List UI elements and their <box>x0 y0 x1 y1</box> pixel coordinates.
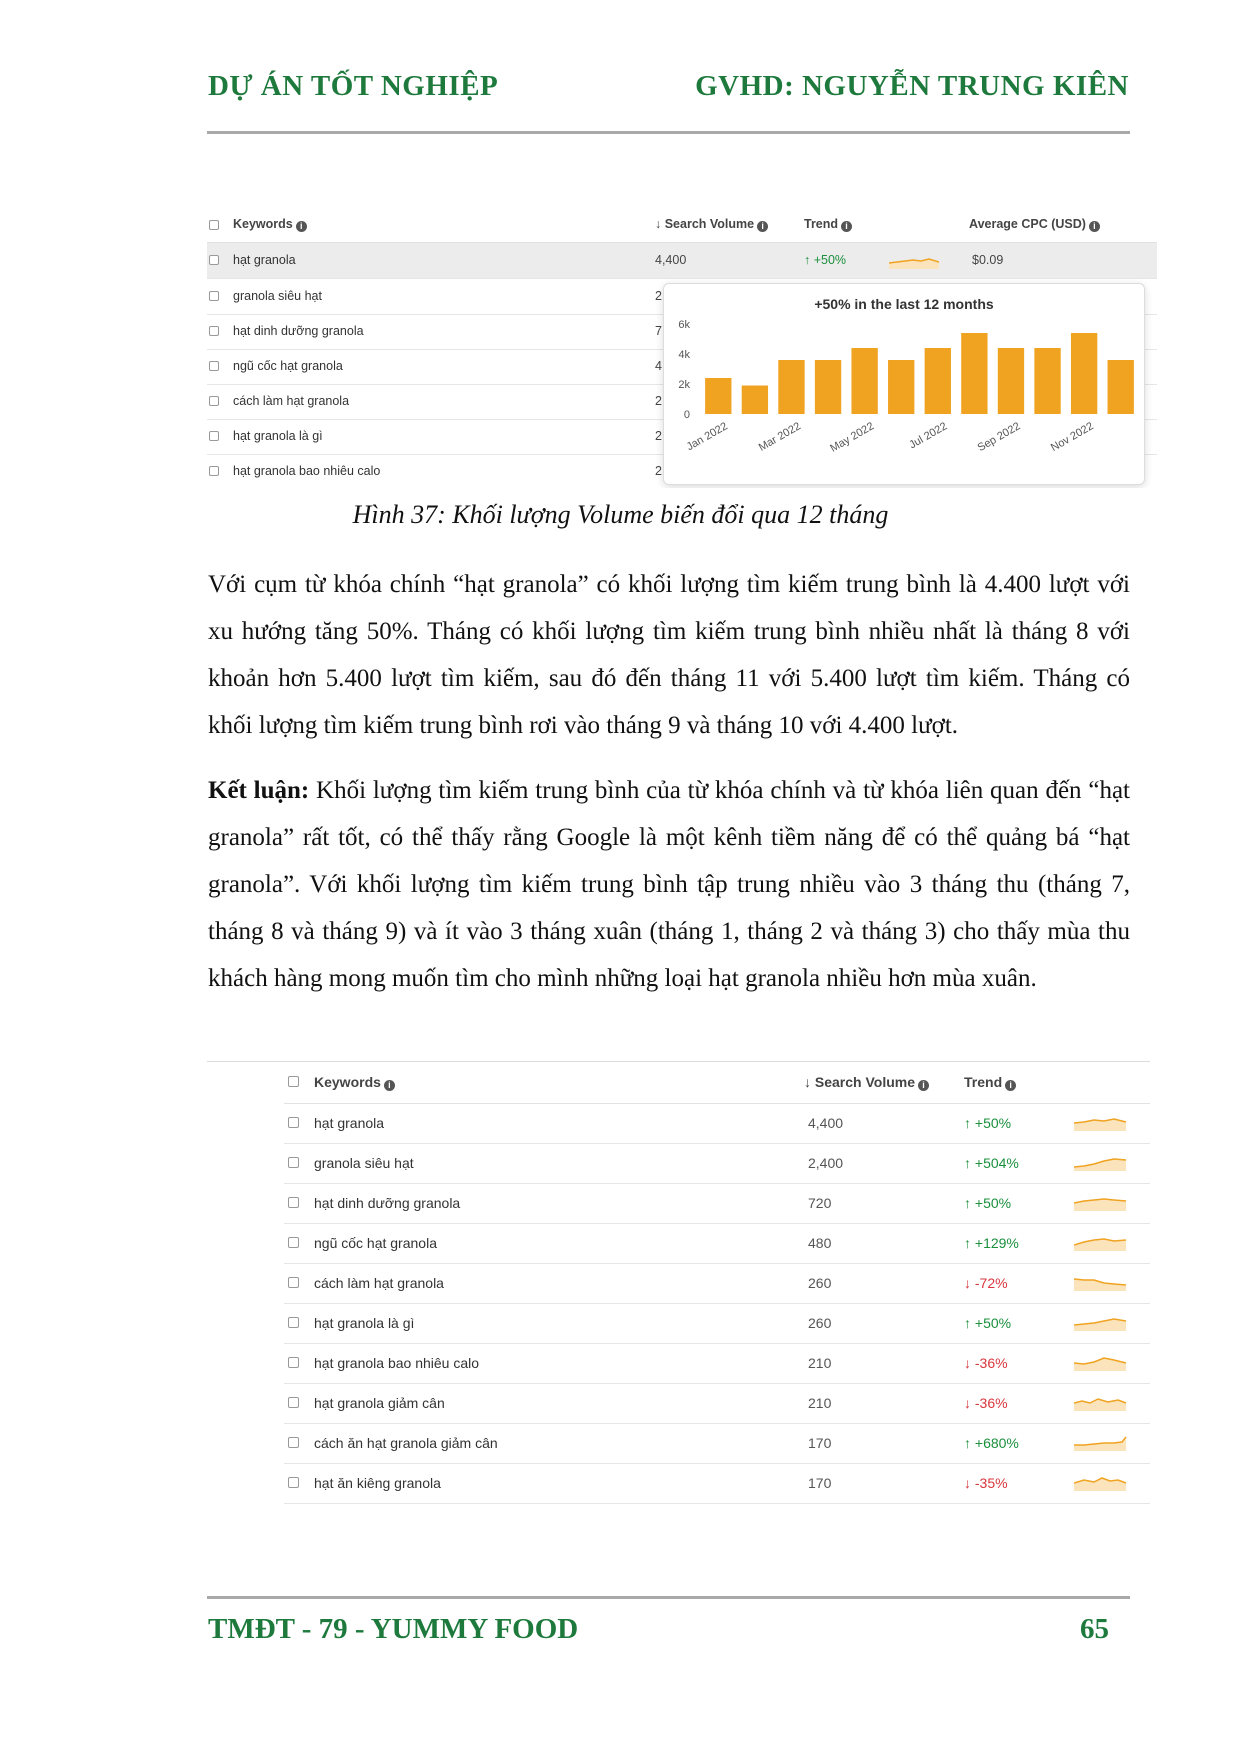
conclusion-label: Kết luận: <box>208 777 310 804</box>
trend-cell: ↑ +50% <box>964 1195 1012 1211</box>
volume-cell: 260 <box>808 1275 832 1291</box>
keyword-cell[interactable]: hạt granola bao nhiêu calo <box>233 464 381 478</box>
table-row[interactable] <box>284 1383 1150 1424</box>
info-icon: i <box>841 221 852 232</box>
col-average-cpc[interactable]: Average CPC (USD) i <box>969 217 1100 232</box>
trend-sparkline <box>889 251 939 269</box>
bar-mar-2022[interactable] <box>778 360 804 414</box>
x-tick-label: Mar 2022 <box>756 420 803 454</box>
figure-caption: Hình 37: Khối lượng Volume biến đổi qua 12 tháng <box>352 500 889 529</box>
header-project-title: DỰ ÁN TỐT NGHIỆP <box>208 70 499 102</box>
table-row[interactable] <box>284 1303 1150 1344</box>
keyword-cell[interactable]: granola siêu hạt <box>233 289 322 303</box>
cpc-cell: $0.09 <box>972 253 1004 267</box>
x-tick-label: Jan 2022 <box>684 420 730 454</box>
info-icon: i <box>757 221 768 232</box>
trend-cell: ↑ +50% <box>804 253 847 267</box>
keyword-cell[interactable]: ngũ cốc hạt granola <box>233 359 343 373</box>
row-checkbox[interactable] <box>288 1197 299 1208</box>
trend-cell: ↓ -35% <box>964 1475 1008 1491</box>
row-checkbox[interactable] <box>288 1277 299 1288</box>
trend-sparkline <box>1074 1271 1128 1291</box>
page-number: 65 <box>1080 1613 1109 1645</box>
volume-cell: 4 <box>655 359 662 373</box>
table2-header <box>284 1061 1150 1104</box>
keyword-cell[interactable]: hạt granola <box>233 253 296 267</box>
volume-cell: 4,400 <box>808 1115 844 1131</box>
x-tick-label: May 2022 <box>828 420 877 455</box>
keyword-cell[interactable]: hạt granola <box>314 1115 385 1131</box>
table-row[interactable] <box>284 1183 1150 1224</box>
bar-jul-2022[interactable] <box>925 348 951 414</box>
trend-cell: ↑ +680% <box>964 1435 1019 1451</box>
conclusion-text: Khối lượng tìm kiếm trung bình của từ khóa chính và từ khóa liên quan đến “hạt granola” rất tốt, có thể thấy rằng Google là một kênh tiềm năng để có thể quảng bá “hạt granola”. Với khối lượng tìm kiếm trung bình tập trung nhiều vào 3 tháng thu (tháng 7, tháng 8 và tháng 9) và ít vào 3 tháng xuân (tháng 1, tháng 2 và tháng 3) cho thấy mùa thu khách hàng mong muốn tìm cho mình những loại hạt granola nhiều hơn mùa xuân. <box>208 777 1130 992</box>
table-row[interactable] <box>284 1463 1150 1504</box>
trend-cell: ↑ +50% <box>964 1315 1012 1331</box>
trend-sparkline <box>1074 1471 1128 1491</box>
keyword-screenshot-1 <box>207 206 1157 488</box>
trend-cell: ↓ -72% <box>964 1275 1008 1291</box>
volume-cell: 2 <box>655 394 662 408</box>
trend-cell: ↑ +129% <box>964 1235 1019 1251</box>
col-keywords[interactable]: Keywords i <box>233 217 307 232</box>
col-keywords[interactable]: Keywords i <box>314 1074 395 1091</box>
trend-cell: ↓ -36% <box>964 1395 1008 1411</box>
volume-cell: 170 <box>808 1435 832 1451</box>
volume-cell: 4,400 <box>655 253 687 267</box>
volume-cell: 170 <box>808 1475 832 1491</box>
row-checkbox[interactable] <box>288 1397 299 1408</box>
table-row[interactable] <box>284 1223 1150 1264</box>
bar-sep-2022[interactable] <box>998 348 1024 414</box>
row-checkbox[interactable] <box>288 1357 299 1368</box>
row-checkbox[interactable] <box>209 361 219 371</box>
trend-sparkline <box>1074 1191 1128 1211</box>
volume-cell: 480 <box>808 1235 832 1251</box>
keyword-cell[interactable]: hạt dinh dưỡng granola <box>314 1195 461 1211</box>
volume-cell: 210 <box>808 1355 832 1371</box>
bar-dec-2022[interactable] <box>1108 360 1134 414</box>
header-divider <box>207 131 1130 134</box>
table-row[interactable] <box>284 1423 1150 1464</box>
row-checkbox[interactable] <box>209 431 219 441</box>
volume-cell: 2 <box>655 289 662 303</box>
row-checkbox[interactable] <box>209 255 219 265</box>
row-checkbox[interactable] <box>288 1117 299 1128</box>
header-supervisor: GVHD: NGUYỄN TRUNG KIÊN <box>695 70 1129 102</box>
paragraph-analysis: Với cụm từ khóa chính “hạt granola” có khối lượng tìm kiếm trung bình là 4.400 lượt với xu hướng tăng 50%. Tháng có khối lượng tìm kiếm trung bình nhiều nhất là tháng 8 với khoản hơn 5.400 lượt tìm kiếm, sau đó đến tháng 11 với 5.400 lượt tìm kiếm. Tháng có khối lượng tìm kiếm trung bình rơi vào tháng 9 và tháng 10 với 4.400 lượt. <box>208 571 1130 739</box>
table-row[interactable] <box>284 1343 1150 1384</box>
keyword-cell[interactable]: cách làm hạt granola <box>314 1275 444 1291</box>
info-icon: i <box>296 221 307 232</box>
table-row[interactable] <box>284 1103 1150 1144</box>
col-trend[interactable]: Trend i <box>804 217 852 232</box>
bar-nov-2022[interactable] <box>1071 333 1097 414</box>
x-tick-label: Jul 2022 <box>907 420 950 452</box>
keyword-cell[interactable]: hạt granola giảm cân <box>314 1395 445 1411</box>
keyword-cell[interactable]: cách ăn hạt granola giảm cân <box>314 1435 498 1451</box>
monthly-volume-bar-chart <box>664 284 1144 484</box>
row-checkbox[interactable] <box>209 326 219 336</box>
chart-title: +50% in the last 12 months <box>814 296 994 312</box>
bar-may-2022[interactable] <box>851 348 877 414</box>
volume-cell: 260 <box>808 1315 832 1331</box>
keyword-cell[interactable]: hạt granola là gì <box>233 429 323 443</box>
info-icon: i <box>1089 221 1100 232</box>
row-checkbox[interactable] <box>209 396 219 406</box>
trend-sparkline <box>1074 1431 1128 1451</box>
volume-cell: 720 <box>808 1195 832 1211</box>
bar-apr-2022[interactable] <box>815 360 841 414</box>
table-row[interactable] <box>284 1263 1150 1304</box>
trend-sparkline <box>1074 1151 1128 1171</box>
volume-cell: 2,400 <box>808 1155 844 1171</box>
y-tick-label: 2k <box>678 379 690 391</box>
col-search-volume[interactable]: ↓ Search Volume i <box>655 217 768 232</box>
bar-jun-2022[interactable] <box>888 360 914 414</box>
trend-sparkline <box>1074 1311 1128 1331</box>
bar-aug-2022[interactable] <box>961 333 987 414</box>
footer-divider <box>207 1596 1130 1599</box>
row-checkbox[interactable] <box>209 291 219 301</box>
info-icon: i <box>384 1080 395 1091</box>
select-all-checkbox[interactable] <box>209 220 219 230</box>
volume-cell: 2 <box>655 429 662 443</box>
info-icon: i <box>1005 1080 1016 1091</box>
trend-sparkline <box>1074 1351 1128 1371</box>
paragraph-conclusion <box>208 767 1130 1002</box>
info-icon: i <box>918 1080 929 1091</box>
keyword-cell[interactable]: cách làm hạt granola <box>233 394 350 408</box>
keyword-cell[interactable]: hạt dinh dưỡng granola <box>233 324 364 338</box>
table1-header <box>207 206 1157 243</box>
volume-cell: 210 <box>808 1395 832 1411</box>
y-tick-label: 6k <box>678 319 690 331</box>
trend-cell: ↓ -36% <box>964 1355 1008 1371</box>
trend-sparkline <box>1074 1391 1128 1411</box>
x-tick-label: Nov 2022 <box>1048 420 1096 455</box>
keyword-cell[interactable]: hạt ăn kiêng granola <box>314 1475 441 1491</box>
volume-cell: 7 <box>655 324 662 338</box>
footer-project-name: TMĐT - 79 - YUMMY FOOD <box>208 1613 579 1645</box>
y-tick-label: 0 <box>683 409 690 421</box>
y-tick-label: 4k <box>678 349 690 361</box>
keyword-screenshot-2 <box>207 1061 1150 1521</box>
keyword-cell[interactable]: ngũ cốc hạt granola <box>314 1235 437 1251</box>
table-row[interactable] <box>207 243 1157 279</box>
row-checkbox[interactable] <box>209 466 219 476</box>
col-trend[interactable]: Trend i <box>964 1074 1016 1091</box>
row-checkbox[interactable] <box>288 1237 299 1248</box>
bar-oct-2022[interactable] <box>1034 348 1060 414</box>
trend-sparkline <box>1074 1111 1128 1131</box>
row-checkbox[interactable] <box>288 1157 299 1168</box>
table-row[interactable] <box>284 1143 1150 1184</box>
keyword-cell[interactable]: hạt granola bao nhiêu calo <box>314 1355 480 1371</box>
trend-cell: ↑ +50% <box>964 1115 1012 1131</box>
row-checkbox[interactable] <box>288 1437 299 1448</box>
volume-cell: 2 <box>655 464 662 478</box>
keyword-cell[interactable]: granola siêu hạt <box>314 1155 414 1171</box>
x-tick-label: Sep 2022 <box>975 420 1023 455</box>
col-search-volume[interactable]: ↓ Search Volume i <box>804 1074 929 1091</box>
keyword-cell[interactable]: hạt granola là gì <box>314 1315 415 1331</box>
select-all-checkbox[interactable] <box>288 1076 299 1087</box>
trend-cell: ↑ +504% <box>964 1155 1019 1171</box>
bar-jan-2022[interactable] <box>705 378 731 414</box>
row-checkbox[interactable] <box>288 1477 299 1488</box>
trend-chart-popup <box>663 283 1145 485</box>
row-checkbox[interactable] <box>288 1317 299 1328</box>
bar-feb-2022[interactable] <box>742 386 768 415</box>
trend-sparkline <box>1074 1231 1128 1251</box>
